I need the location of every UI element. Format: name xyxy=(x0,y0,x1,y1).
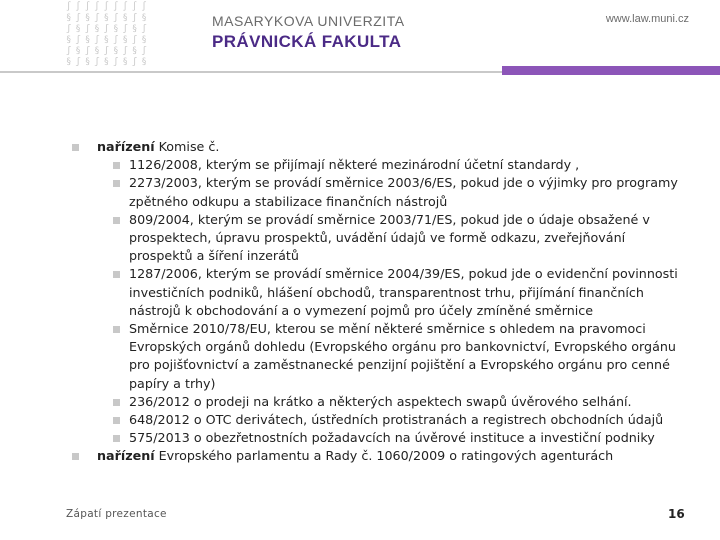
bullet-square-icon xyxy=(113,271,120,278)
item-text: 1126/2008, kterým se přijímají některé mezinárodní účetní standardy , xyxy=(129,157,580,173)
item-text: 575/2013 o obezřetnostních požadavcích na úvěrové instituce a investiční podniky xyxy=(129,430,655,446)
item-text: 1287/2006, kterým se provádí směrnice 2004/39/ES, pokud jde o evidenční povinnosti investičních podniků, hlášení obchodů, transparentnost trhu, přijímání finančních nástrojů k obchodování a o vymezení pojmů pro účely zmíněné směrnice xyxy=(129,266,678,318)
item-text: Evropského parlamentu a Rady č. 1060/2009 o ratingových agenturách xyxy=(154,448,614,464)
item-bold-term: nařízení xyxy=(97,139,155,154)
university-name: MASARYKOVA UNIVERZITA xyxy=(212,13,405,29)
list-subitem xyxy=(72,156,692,174)
item-text: 2273/2003, kterým se provádí směrnice 2003/6/ES, pokud jde o výjimky pro programy zpětného odkupu a stabilizace finančních nástrojů xyxy=(129,175,678,209)
bullet-square-icon xyxy=(113,217,120,224)
item-text: 809/2004, kterým se provádí směrnice 2003/71/ES, pokud jde o údaje obsažené v prospektech, úpravu prospektů, uvádění údajů ve formě odkazu, zveřejňování prospektů a šíření inzerátů xyxy=(129,211,650,264)
list-subitem xyxy=(72,393,692,411)
slide-content xyxy=(72,138,692,466)
list-subitem xyxy=(72,211,692,266)
item-text: 236/2012 o prodeji na krátko a některých aspektech swapů úvěrového selhání. xyxy=(129,393,632,409)
list-subitem xyxy=(72,174,692,210)
university-logo-pattern xyxy=(66,2,184,74)
logo-row: ʃ§ʃ§ʃ§ʃ§ʃ xyxy=(66,46,151,56)
list-subitem xyxy=(72,265,692,320)
list-subitem xyxy=(72,429,692,447)
page-number: 16 xyxy=(668,507,685,521)
bullet-square-icon xyxy=(72,453,79,460)
bullet-square-icon xyxy=(72,144,79,151)
list-subitem xyxy=(72,411,692,429)
list-subitem xyxy=(72,320,692,393)
website-link[interactable]: www.law.muni.cz xyxy=(605,13,689,25)
faculty-name: PRÁVNICKÁ FAKULTA xyxy=(212,32,402,51)
bullet-square-icon xyxy=(113,417,120,424)
logo-row: §ʃ§ʃ§ʃ§ʃ§ xyxy=(66,13,151,23)
logo-row: §ʃ§ʃ§ʃ§ʃ§ xyxy=(66,35,151,45)
item-bold-term: nařízení xyxy=(97,448,155,464)
bullet-square-icon xyxy=(113,162,120,169)
list-item xyxy=(72,138,692,156)
logo-row: ʃ§ʃ§ʃ§ʃ§ʃ xyxy=(66,24,151,34)
bullet-square-icon xyxy=(113,399,120,406)
list-item xyxy=(72,447,692,465)
bullet-square-icon xyxy=(113,180,120,187)
bullet-square-icon xyxy=(113,326,120,333)
bullet-square-icon xyxy=(113,435,120,442)
item-text: Směrnice 2010/78/EU, kterou se mění některé směrnice s ohledem na pravomoci Evropských orgánů dohledu (Evropského orgánu pro bankovnictví, Evropského orgánu pro pojišťovnictví a zaměstnanecké penzijní pojištění a Evropského orgánu pro cenné papíry a trhy) xyxy=(129,321,676,391)
item-text: 648/2012 o OTC derivátech, ústředních protistranách a registrech obchodních údajů xyxy=(129,412,664,428)
header-divider xyxy=(0,71,502,73)
logo-row: ∫∫∫∫∫∫∫∫∫ xyxy=(66,2,151,12)
footer-text: Zápatí prezentace xyxy=(66,508,167,520)
logo-row: §ʃ§ʃ§ʃ§ʃ§ xyxy=(66,57,151,67)
header-accent-bar xyxy=(502,66,720,75)
item-text: Komise č. xyxy=(154,139,220,154)
